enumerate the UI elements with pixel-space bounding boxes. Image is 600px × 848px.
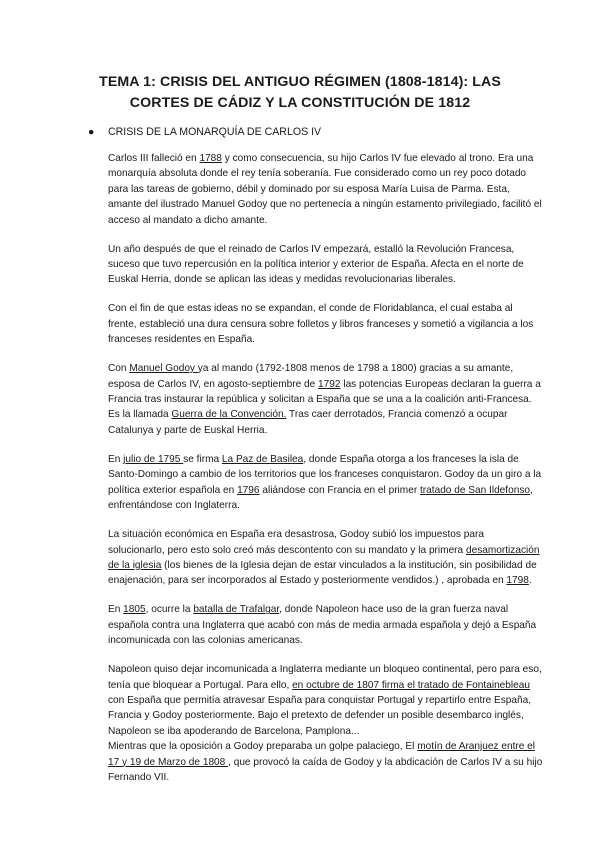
underlined-event: batalla de Trafalgar [193, 604, 280, 616]
text-run: , enfrentándose con Inglaterra. [108, 484, 533, 512]
underlined-date: 1798 [506, 575, 529, 587]
underlined-date: 1788 [199, 153, 222, 164]
text-run: Napoleon quiso dejar incomunicada a Inglaterra mediante un bloqueo continental, pero para eso, tenía que bloquear a Portugal. Para ello, [108, 664, 542, 691]
text-run: aliándose con Francia en el primer [259, 484, 420, 496]
text-run: , que provocó la caída de Godoy y la abdicación de Carlos IV a su hijo Fernando VII. [108, 756, 543, 783]
text-run: , donde Napoleon hace uso de la gran fuerza naval española contra una Inglaterra que acabó con más de media armada española y dejó a España incomunicada con las colonias americanas. [108, 604, 537, 647]
underlined-date: julio de 1795 [123, 453, 184, 465]
underlined-date: 1792 [318, 378, 341, 390]
text-run: las potencias Europeas declaran la guerra a Francia tras instaurar la república y solicitan a España que se una a la coalición anti-Francesa. Es la llamada [108, 378, 541, 421]
text-run: (los bienes de la Iglesia dejan de estar vinculados a la institución, sin posibilidad de enajenación, para ser incorporados al Estado y posteriormente vendidos.) , aprobada en [108, 559, 537, 587]
document-body [108, 151, 543, 799]
text-run: , ocurre la [145, 604, 194, 616]
text-run: con España que permitía atravesar España para conquistar Portugal y repartirlo entre España, Francia y Godoy posteriormente. Bajo el pretexto de defender un posible desembarco inglés, Napoleon se iba apoderando de Barcelona, Pamplona... [108, 694, 532, 737]
underlined-event: La Paz de Basilea [221, 453, 304, 465]
title-line-1: TEMA 1: CRISIS DEL ANTIGUO RÉGIMEN (1808-1814): LAS [99, 74, 501, 90]
paragraph-7 [108, 602, 543, 648]
underlined-event: tratado de San Ildefonso [420, 484, 530, 496]
paragraph-4 [108, 361, 543, 438]
section-heading: CRISIS DE LA MONARQUÍA DE CARLOS IV [108, 126, 322, 138]
paragraph-9 [108, 739, 543, 785]
text-run: Tras caer derrotados, Francia comenzó a ocupar Catalunya y parte de Euskal Herria. [108, 409, 508, 436]
paragraph-1 [108, 151, 543, 228]
document-title [60, 72, 540, 114]
bullet-dot-icon: ● [88, 126, 95, 138]
underlined-date: 1796 [237, 484, 260, 496]
paragraph-8 [108, 662, 543, 739]
underlined-event: en octubre de 1807 firma el tratado de Fontainebleau [292, 679, 530, 691]
underlined-event: Guerra de la Convención. [171, 409, 287, 421]
section-bullet [88, 125, 321, 139]
text-run: Con [108, 363, 130, 375]
text-run: Carlos III falleció en [108, 153, 200, 164]
text-run: ya al mando (1792-1808 menos de 1798 a 1800) gracias a su amante, esposa de Carlos IV, en agosto-septiembre de [108, 363, 514, 390]
text-run: La situación económica en España era desastrosa, Godoy subió los impuestos para solucionarlo, pero esto solo creó más descontento con su mandato y la primera [108, 529, 484, 556]
text-run: y como consecuencia, su hijo Carlos IV fue elevado al trono. Era una monarquía absoluta donde el rey tenía soberanía. Fue considerado como un rey poco dotado para las tareas de gobierno, débil y dominado por su esposa María Luisa de Parma. Esta, amante del ilustrado Manuel Godoy que no pertenecía a ningún estamento privilegiado, facilitó el acceso al mandato a dicho amante. [108, 153, 542, 226]
title-line-2: CORTES DE CÁDIZ Y LA CONSTITUCIÓN DE 1812 [129, 95, 471, 111]
text-run: . [528, 575, 532, 587]
underlined-date: 1805 [123, 604, 146, 616]
text-run: se firma [183, 453, 222, 465]
text-run: En [108, 604, 124, 616]
underlined-name: Manuel Godoy [129, 363, 198, 375]
paragraph-5 [108, 452, 543, 514]
underlined-event: motín de Aranjuez entre el 17 y 19 de Marzo de 1808 [108, 741, 536, 768]
text-run: En [108, 453, 124, 465]
text-run: , donde España otorga a los franceses la isla de Santo-Domingo a cambio de los territorios que los franceses conquistaron. Godoy da un giro a la política exterior española en [108, 453, 542, 496]
text-run: Mientras que la oposición a Godoy preparaba un golpe palaciego, El [108, 741, 418, 753]
paragraph-6 [108, 527, 543, 589]
underlined-event: desamortización de la iglesia [108, 544, 540, 571]
paragraph-3: Con el fin de que estas ideas no se expandan, el conde de Floridablanca, el cual estaba al frente, estableció una dura censura sobre folletos y libros franceses y sometió a vigilancia a los franceses residentes en España. [108, 303, 534, 346]
paragraph-2: Un año después de que el reinado de Carlos IV empezará, estalló la Revolución Francesa, suceso que tuvo repercusión en la política interior y exterior de España. Afecta en el norte de Euskal Herria, donde se aplican las ideas y medidas revolucionarias liberales. [108, 243, 524, 286]
